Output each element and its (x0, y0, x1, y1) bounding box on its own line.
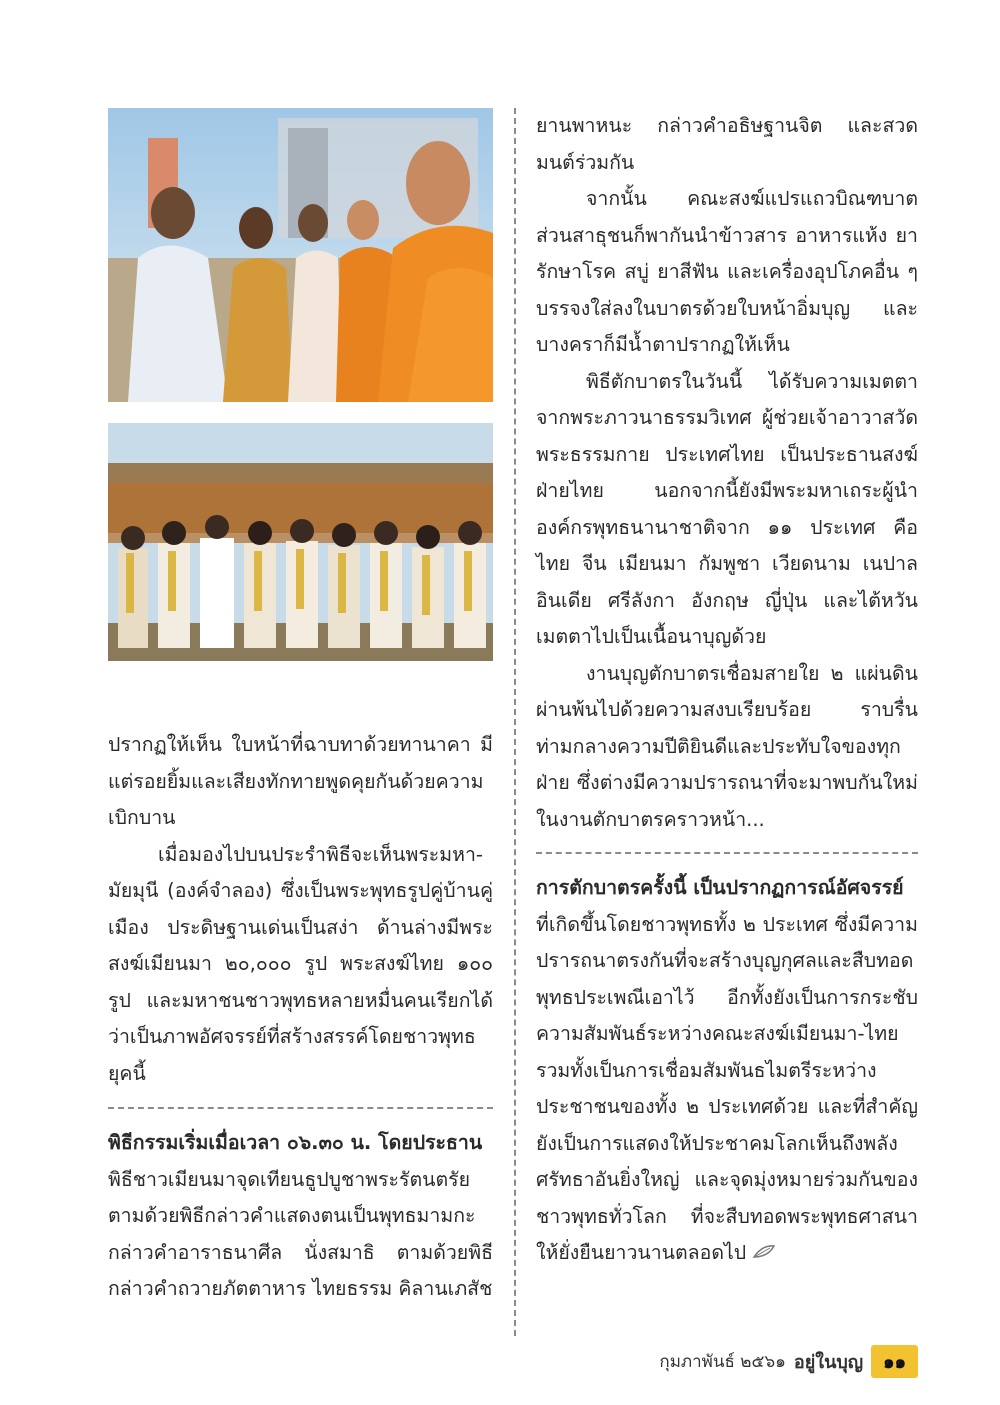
right-column-text (536, 108, 918, 838)
right-paragraph-5 (536, 870, 918, 1272)
magazine-name: อยู่ในบุญ (793, 1352, 864, 1373)
right-divider (536, 852, 918, 854)
right-paragraph-4: งานบุญตักบาตรเชื่อมสายใย ๒ แผ่นดิน ผ่านพ้นไปด้วยความสงบเรียบร้อย ราบรื่น ท่ามกลางความปีติยินดีและประทับใจของทุกฝ่าย ซึ่งต่างมีความปรารถนาที่จะมาพบกันใหม่ในงานตักบาตรคราวหน้า... (536, 661, 918, 831)
right-column-text-2 (536, 870, 918, 1272)
column-divider (514, 108, 516, 1336)
left-column-text-2 (108, 1125, 493, 1308)
page-number: ๑๑ (871, 1345, 918, 1378)
right-paragraph-3: พิธีตักบาตรในวันนี้ ได้รับความเมตตาจากพระภาวนาธรรมวิเทศ ผู้ช่วยเจ้าอาวาสวัดพระธรรมกาย ประเทศไทย เป็นประธานสงฆ์ฝ่ายไทย นอกจากนี้ยังมีพระมหาเถระผู้นำองค์กรพุทธนานาชาติจาก ๑๑ ประเทศ คือ ไทย จีน เมียนมา กัมพูชา เวียดนาม เนปาล อินเดีย ศรีลังกา อังกฤษ ญี่ปุ่น และไต้หวัน เมตตาไปเป็นเนื้อนาบุญด้วย (536, 369, 918, 648)
left-paragraph-3-body: พิธีชาวเมียนมาจุดเทียนธูปบูชาพระรัตนตรัย ตามด้วยพิธีกล่าวคำแสดงตนเป็นพุทธมามกะ กล่าวคำอาราธนาศีล นั่งสมาธิ ตามด้วยพิธีกล่าวคำถวายภัตตาหาร ไทยธรรม คิลานเภสัช (108, 1167, 493, 1300)
right-paragraph-5-lead: การตักบาตรครั้งนี้ เป็นปรากฏการณ์อัศจรรย์ (536, 876, 904, 899)
left-column-text (108, 727, 493, 1092)
left-paragraph-1: ปรากฏให้เห็น ใบหน้าที่ฉาบทาด้วยทานาคา มีแต่รอยยิ้มและเสียงทักทายพูดคุยกันด้วยความเบิกบาน (108, 733, 493, 829)
right-paragraph-1: ยานพาหนะ กล่าวคำอธิษฐานจิต และสวดมนต์ร่วมกัน (536, 114, 918, 174)
page-footer (659, 1345, 918, 1378)
monks-greeting-photo (108, 108, 493, 402)
left-paragraph-2: เมื่อมองไปบนประรำพิธีจะเห็นพระมหา-มัยมุนี (องค์จำลอง) ซึ่งเป็นพระพุทธรูปคู่บ้านคู่เมือง ประดิษฐานเด่นเป็นสง่า ด้านล่างมีพระสงฆ์เมียนมา ๒๐,๐๐๐ รูป พระสงฆ์ไทย ๑๐๐ รูป และมหาชนชาวพุทธหลายหมื่นคนเรียกได้ว่าเป็นภาพอัศจรรย์ที่สร้างสรรค์โดยชาวพุทธยุคนี้ (108, 842, 493, 1085)
right-paragraph-2: จากนั้น คณะสงฆ์แปรแถวบิณฑบาต ส่วนสาธุชนก็พากันนำข้าวสาร อาหารแห้ง ยารักษาโรค สบู่ ยาสีฟัน และเครื่องอุปโภคอื่น ๆ บรรจงใส่ลงในบาตรด้วยใบหน้าอิ่มบุญ และบางคราก็มีน้ำตาปรากฏให้เห็น (536, 187, 918, 356)
right-paragraph-5-body: ที่เกิดขึ้นโดยชาวพุทธทั้ง ๒ ประเทศ ซึ่งมีความปรารถนาตรงกันที่จะสร้างบุญกุศลและสืบทอดพุทธประเพณีเอาไว้ อีกทั้งยังเป็นการกระชับความสัมพันธ์ระหว่างคณะสงฆ์เมียนมา-ไทย รวมทั้งเป็นการเชื่อมสัมพันธไมตรีระหว่างประชาชนของทั้ง ๒ ประเทศด้วย และที่สำคัญยังเป็นการแสดงให้ประชาคมโลกเห็นถึงพลังศรัทธาอันยิ่งใหญ่ และจุดมุ่งหมายร่วมกันของชาวพุทธทั่วโลก ที่จะสืบทอดพระพุทธศาสนาให้ยั่งยืนยาวนานตลอดไป (536, 912, 918, 1264)
left-paragraph-3 (108, 1125, 493, 1308)
left-paragraph-3-lead: พิธีกรรมเริ่มเมื่อเวลา ๐๖.๓๐ น. โดยประธาน (108, 1131, 483, 1154)
issue-date: กุมภาพันธ์ ๒๕๖๑ (659, 1352, 786, 1372)
leaf-end-icon (752, 1235, 776, 1272)
women-group-photo (108, 423, 493, 661)
left-divider (108, 1107, 493, 1109)
